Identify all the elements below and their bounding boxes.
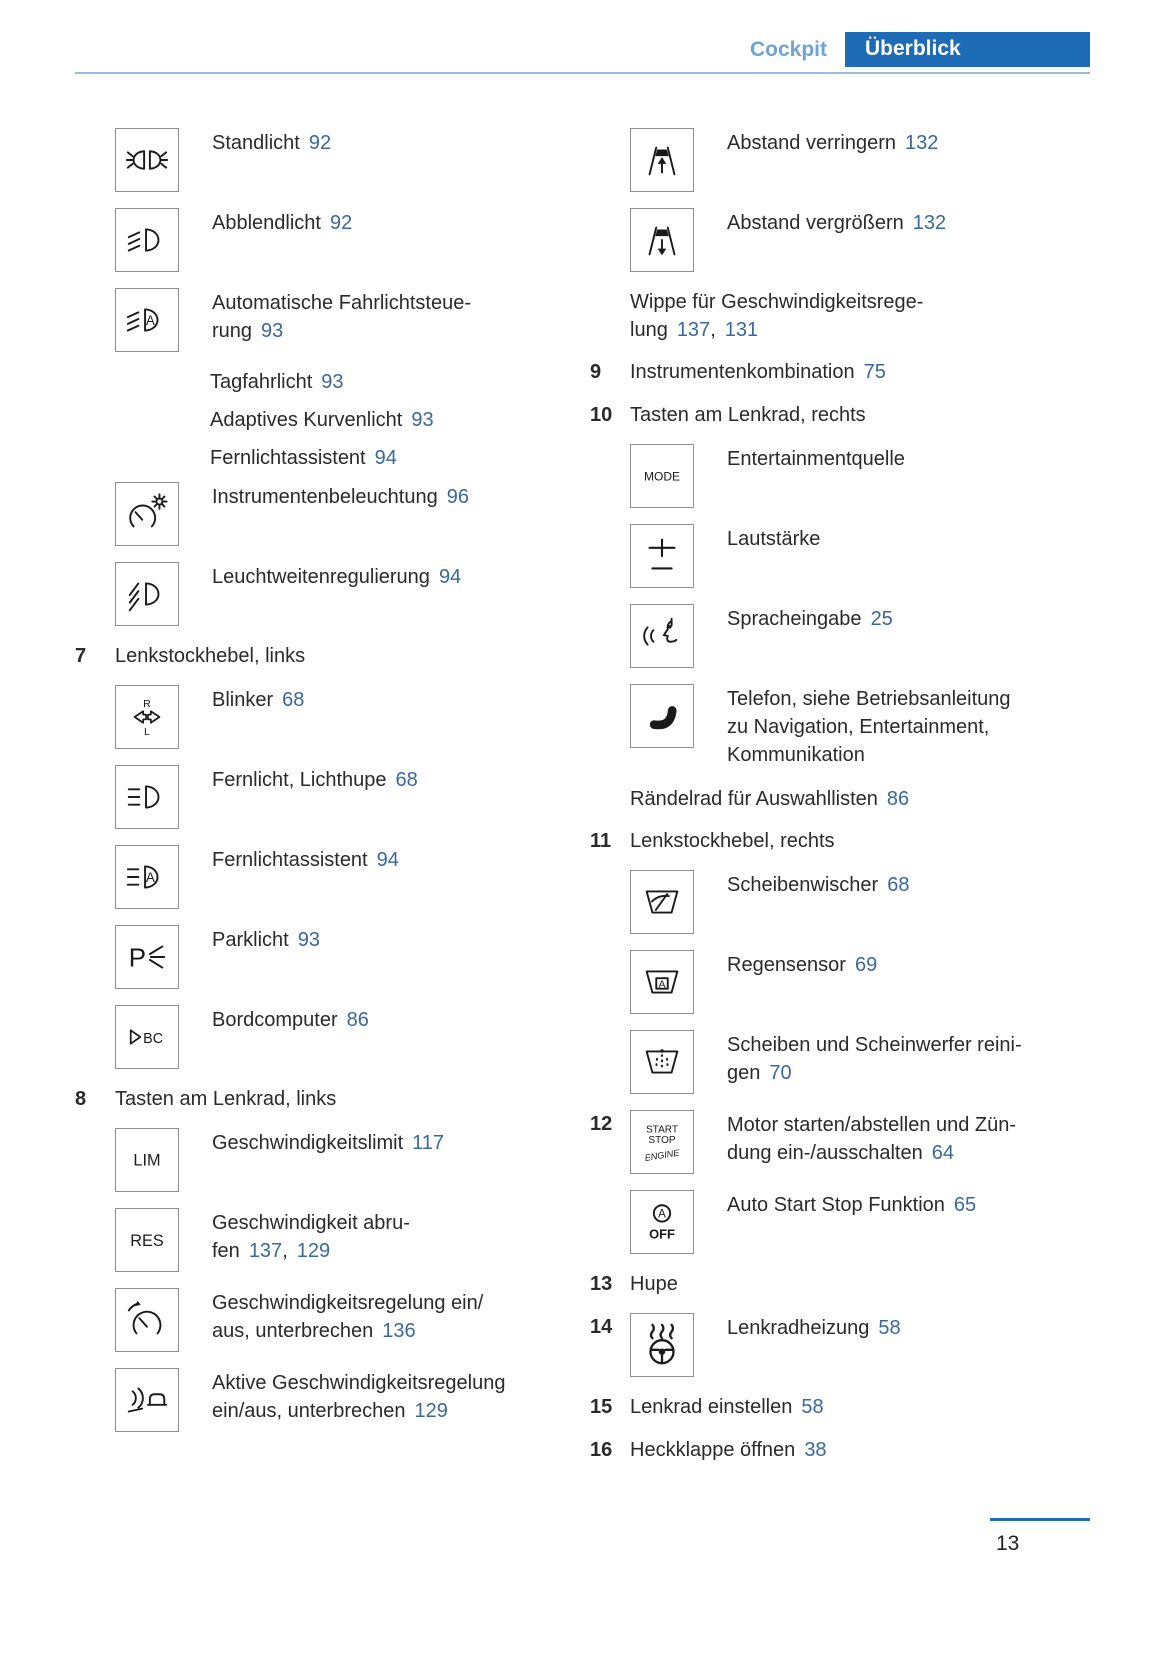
- page-ref: 93: [411, 409, 434, 431]
- legend-item: [590, 870, 1095, 934]
- item-label: [727, 1313, 901, 1342]
- page-ref: 137: [676, 319, 711, 341]
- leuchtweitenregulierung-icon: [115, 562, 179, 626]
- page-ref: 137: [248, 1240, 283, 1262]
- item-label: [210, 444, 397, 472]
- svg-text:A: A: [145, 869, 155, 885]
- page-ref: 117: [412, 1132, 445, 1154]
- legend-item: [590, 524, 1095, 588]
- label-text: Lenkstockhebel, links: [115, 645, 306, 667]
- label-text: Lenkrad einstellen: [630, 1396, 793, 1418]
- label-line: [727, 209, 946, 237]
- label-text: Bordcomputer: [212, 1009, 338, 1031]
- label-line: [212, 846, 399, 874]
- label-line: [630, 1436, 827, 1464]
- start-stop-engine-icon: [630, 1110, 694, 1174]
- label-text: Telefon, siehe Betriebsanleitung: [727, 688, 1011, 710]
- label-text: Leuchtweitenregulierung: [212, 566, 430, 588]
- label-line: [630, 401, 866, 429]
- label-line: [630, 358, 886, 386]
- item-label: [727, 1110, 1016, 1167]
- text-item: [75, 368, 590, 396]
- item-label: [212, 925, 320, 954]
- label-text: Fernlichtassistent: [210, 447, 366, 469]
- label-text: Aktive Geschwindigkeitsregelung: [212, 1372, 506, 1394]
- page-ref: 65: [953, 1194, 977, 1216]
- page-ref: 58: [878, 1317, 901, 1339]
- svg-text:MODE: MODE: [644, 469, 680, 484]
- label-text: Tasten am Lenkrad, links: [115, 1088, 337, 1110]
- page-header: [0, 0, 1166, 74]
- label-text: Kommunikation: [727, 744, 865, 766]
- page-ref: 92: [329, 212, 353, 234]
- label-line: [212, 1397, 506, 1425]
- label-text: aus, unterbrechen: [212, 1320, 374, 1342]
- label-text: fen: [212, 1240, 240, 1262]
- page-ref: 131: [724, 319, 759, 341]
- geschwindigkeitsregelung-icon: [115, 1288, 179, 1352]
- label-text: Heckklappe öffnen: [630, 1439, 796, 1461]
- label-text: Regensensor: [727, 954, 846, 976]
- item-number: 10: [590, 404, 613, 426]
- legend-item: [75, 685, 590, 749]
- label-text: Geschwindigkeit abru-: [212, 1212, 410, 1234]
- label-text: Hupe: [630, 1273, 678, 1295]
- legend-item: [75, 562, 590, 626]
- label-text: lung: [630, 319, 668, 341]
- legend-item: [75, 1208, 590, 1272]
- label-line: [727, 713, 1011, 741]
- svg-text:R: R: [143, 697, 151, 710]
- abstand-vergroessern-icon: [630, 208, 694, 272]
- label-text: Auto Start Stop Funktion: [727, 1194, 945, 1216]
- item-label: [115, 1085, 336, 1113]
- page-ref: 132: [904, 132, 939, 154]
- item-label: [630, 288, 923, 344]
- item-number: 15: [590, 1396, 613, 1418]
- label-line: [212, 1289, 483, 1317]
- svg-text:STOP: STOP: [648, 1134, 676, 1146]
- fernlichtassistent-icon: [115, 845, 179, 909]
- label-text: Spracheingabe: [727, 608, 862, 630]
- label-line: [212, 563, 461, 591]
- numbered-item: [590, 1393, 1095, 1421]
- item-label: [212, 288, 471, 345]
- item-label: [727, 1190, 976, 1219]
- page-ref: 58: [801, 1396, 824, 1418]
- label-line: [630, 785, 909, 813]
- label-line: [727, 871, 909, 899]
- parklicht-icon: [115, 925, 179, 989]
- label-line: [212, 1237, 410, 1265]
- numbered-item: [590, 401, 1095, 429]
- svg-text:A: A: [658, 1208, 666, 1221]
- regensensor-icon: [630, 950, 694, 1014]
- legend-item: [75, 1288, 590, 1352]
- label-text: zu Navigation, Entertainment,: [727, 716, 990, 738]
- svg-text:A: A: [145, 312, 155, 328]
- mode-icon: [630, 444, 694, 508]
- numbered-item: [590, 1270, 1095, 1298]
- legend-item: [75, 765, 590, 829]
- label-line: [727, 1139, 1016, 1167]
- legend-item: [590, 684, 1095, 769]
- item-label: [212, 128, 331, 157]
- page-ref: 94: [374, 447, 397, 469]
- label-line: [630, 1393, 824, 1421]
- page-ref: 93: [297, 929, 320, 951]
- label-line: [727, 129, 938, 157]
- item-number: 12: [590, 1113, 613, 1135]
- item-label: [630, 785, 909, 813]
- label-line: [630, 316, 923, 344]
- item-number: 13: [590, 1273, 613, 1295]
- page-ref: 93: [321, 371, 344, 393]
- page-ref: 68: [395, 769, 418, 791]
- label-text: Tasten am Lenkrad, rechts: [630, 404, 866, 426]
- item-label: [630, 358, 886, 386]
- numbered-item: [590, 827, 1095, 855]
- page-ref: 68: [887, 874, 910, 896]
- standlicht-icon: [115, 128, 179, 192]
- label-line: [212, 686, 304, 714]
- lenkradheizung-icon: [630, 1313, 694, 1377]
- item-label: [212, 845, 399, 874]
- item-label: [115, 642, 305, 670]
- blinker-icon: [115, 685, 179, 749]
- label-text: Abblendlicht: [212, 212, 321, 234]
- label-line: [630, 1270, 678, 1298]
- legend-item: [590, 444, 1095, 508]
- label-text: Abstand verringern: [727, 132, 896, 154]
- label-text: Wippe für Geschwindigkeitsrege-: [630, 291, 924, 313]
- item-label: [727, 208, 946, 237]
- page-ref: 64: [931, 1142, 954, 1164]
- text-item: [590, 785, 1095, 813]
- label-line: [210, 406, 434, 434]
- label-line: [212, 926, 320, 954]
- label-line: [727, 951, 877, 979]
- spracheingabe-icon: [630, 604, 694, 668]
- fahrlichtsteuerung-icon: [115, 288, 179, 352]
- scheibenwischer-icon: [630, 870, 694, 934]
- label-text: Scheiben und Scheinwerfer reini-: [727, 1034, 1022, 1056]
- label-line: [210, 444, 397, 472]
- label-line: [212, 317, 471, 345]
- instrumentenbeleuchtung-icon: [115, 482, 179, 546]
- tab-ueberblick: Überblick: [845, 32, 1090, 67]
- numbered-item: [590, 1436, 1095, 1464]
- item-label: [727, 604, 893, 633]
- label-text: Automatische Fahrlichtsteue-: [212, 292, 472, 314]
- label-text: Instrumentenbeleuchtung: [212, 486, 438, 508]
- auto-start-stop-icon: [630, 1190, 694, 1254]
- label-line: [727, 445, 905, 473]
- legend-item: [75, 1128, 590, 1192]
- page-ref: 86: [886, 788, 910, 810]
- label-line: [210, 368, 344, 396]
- item-label: [210, 406, 434, 434]
- page-ref: 129: [414, 1400, 448, 1422]
- item-label: [727, 950, 877, 979]
- numbered-item: [75, 1085, 590, 1113]
- numbered-item: [590, 358, 1095, 386]
- legend-item: [75, 1005, 590, 1069]
- label-line: [630, 827, 835, 855]
- label-line: [212, 483, 469, 511]
- svg-text:BC: BC: [143, 1031, 164, 1048]
- fernlicht-icon: [115, 765, 179, 829]
- page-footer: [990, 1518, 1090, 1556]
- item-label: [212, 1208, 410, 1265]
- item-number: 16: [590, 1439, 613, 1461]
- legend-item: [590, 1110, 1095, 1174]
- label-line: [115, 642, 305, 670]
- item-label: [630, 1270, 678, 1298]
- label-line: [727, 605, 893, 633]
- label-line: [727, 1111, 1016, 1139]
- page-ref: 92: [308, 132, 332, 154]
- legend-item: [590, 1190, 1095, 1254]
- page-ref: 69: [854, 954, 878, 976]
- label-line: [212, 766, 418, 794]
- label-line: [212, 1209, 410, 1237]
- page-ref: 94: [376, 849, 399, 871]
- label-text: ,: [710, 319, 716, 341]
- label-line: [212, 289, 471, 317]
- item-label: [727, 684, 1011, 769]
- label-text: Abstand vergrößern: [727, 212, 904, 234]
- telefon-icon: [630, 684, 694, 748]
- item-label: [212, 1368, 506, 1425]
- item-label: [727, 870, 909, 899]
- item-label: [630, 401, 866, 429]
- page-ref: 75: [863, 361, 886, 383]
- label-line: [212, 1317, 483, 1345]
- svg-text:A: A: [658, 978, 666, 991]
- page-number: 13: [996, 1532, 1020, 1555]
- legend-columns: [0, 74, 1166, 1479]
- abstand-verringern-icon: [630, 128, 694, 192]
- item-label: [727, 1030, 1022, 1087]
- label-text: Lautstärke: [727, 528, 821, 550]
- legend-item: [75, 288, 590, 352]
- item-label: [630, 1436, 827, 1464]
- text-item: [590, 288, 1095, 344]
- item-label: [727, 444, 905, 473]
- item-number: 14: [590, 1316, 613, 1338]
- label-text: Standlicht: [212, 132, 300, 154]
- item-label: [212, 1005, 369, 1034]
- legend-item: [590, 1313, 1095, 1377]
- item-label: [212, 765, 418, 794]
- item-label: [212, 1128, 444, 1157]
- item-label: [630, 1393, 824, 1421]
- label-text: Fernlicht, Lichthupe: [212, 769, 387, 791]
- bordcomputer-icon: [115, 1005, 179, 1069]
- label-text: Entertainmentquelle: [727, 448, 905, 470]
- svg-text:L: L: [144, 726, 150, 739]
- label-line: [212, 1369, 506, 1397]
- label-text: rung: [212, 320, 253, 342]
- label-text: Rändelrad für Auswahllisten: [630, 788, 878, 810]
- label-line: [727, 1059, 1022, 1087]
- item-number: 8: [75, 1088, 87, 1110]
- svg-text:RES: RES: [130, 1231, 164, 1250]
- legend-item: [75, 128, 590, 192]
- label-line: [212, 1129, 444, 1157]
- svg-text:OFF: OFF: [649, 1226, 675, 1242]
- label-text: Blinker: [212, 689, 274, 711]
- res-icon: [115, 1208, 179, 1272]
- item-number: 7: [75, 645, 87, 667]
- numbered-item: [75, 642, 590, 670]
- item-label: [212, 1288, 483, 1345]
- item-number: 11: [590, 830, 612, 852]
- page-ref: 136: [382, 1320, 416, 1342]
- header-row: [75, 32, 1090, 67]
- legend-item: [590, 950, 1095, 1014]
- label-text: Scheibenwischer: [727, 874, 879, 896]
- page-ref: 86: [346, 1009, 369, 1031]
- svg-text:LIM: LIM: [133, 1151, 161, 1170]
- item-label: [212, 685, 304, 714]
- legend-item: [590, 1030, 1095, 1094]
- page-ref: 96: [446, 486, 469, 508]
- legend-item: [590, 208, 1095, 272]
- legend-item: [75, 482, 590, 546]
- aktive-geschwindigkeitsregelung-icon: [115, 1368, 179, 1432]
- label-text: gen: [727, 1062, 761, 1084]
- legend-item: [75, 845, 590, 909]
- svg-text:ENGINE: ENGINE: [643, 1147, 680, 1163]
- item-label: [727, 128, 938, 157]
- legend-item: [75, 1368, 590, 1432]
- item-label: [212, 562, 461, 591]
- label-line: [727, 685, 1011, 713]
- label-text: ,: [282, 1240, 288, 1262]
- label-text: Lenkradheizung: [727, 1317, 870, 1339]
- scheiben-reinigen-icon: [630, 1030, 694, 1094]
- item-label: [212, 208, 352, 237]
- label-text: Geschwindigkeitsregelung ein/: [212, 1292, 484, 1314]
- label-line: [727, 1191, 976, 1219]
- label-text: Lenkstockhebel, rechts: [630, 830, 835, 852]
- label-text: Tagfahrlicht: [210, 371, 313, 393]
- page-ref: 94: [438, 566, 462, 588]
- left-column: [75, 128, 590, 1479]
- label-line: [727, 741, 1011, 769]
- right-column: [590, 128, 1095, 1479]
- breadcrumb-cockpit: Cockpit: [749, 37, 827, 61]
- page-ref: 132: [912, 212, 947, 234]
- label-line: [727, 525, 820, 553]
- text-item: [75, 406, 590, 434]
- legend-item: [75, 208, 590, 272]
- item-label: [210, 368, 344, 396]
- label-text: Motor starten/abstellen und Zün-: [727, 1114, 1017, 1136]
- svg-text:START: START: [645, 1124, 679, 1136]
- lim-icon: [115, 1128, 179, 1192]
- label-text: ein/aus, unterbrechen: [212, 1400, 406, 1422]
- label-line: [630, 288, 923, 316]
- item-label: [727, 524, 820, 553]
- svg-text:P: P: [128, 944, 147, 973]
- label-text: Geschwindigkeitslimit: [212, 1132, 404, 1154]
- legend-item: [75, 925, 590, 989]
- label-text: Fernlichtassistent: [212, 849, 368, 871]
- page-ref: 70: [769, 1062, 792, 1084]
- page-ref: 38: [804, 1439, 827, 1461]
- page-ref: 129: [296, 1240, 331, 1262]
- page-ref: 25: [870, 608, 893, 630]
- label-line: [727, 1314, 901, 1342]
- legend-item: [590, 128, 1095, 192]
- label-text: Parklicht: [212, 929, 289, 951]
- label-line: [727, 1031, 1022, 1059]
- item-number: 9: [590, 361, 602, 383]
- item-label: [212, 482, 469, 511]
- label-line: [212, 1006, 369, 1034]
- abblendlicht-icon: [115, 208, 179, 272]
- label-text: dung ein-/ausschalten: [727, 1142, 923, 1164]
- page-ref: 93: [261, 320, 284, 342]
- label-line: [212, 209, 352, 237]
- label-text: Instrumentenkombination: [630, 361, 855, 383]
- page-ref: 68: [282, 689, 305, 711]
- lautstaerke-icon: [630, 524, 694, 588]
- label-line: [212, 129, 331, 157]
- item-label: [630, 827, 835, 855]
- legend-item: [590, 604, 1095, 668]
- label-line: [115, 1085, 336, 1113]
- label-text: Adaptives Kurvenlicht: [210, 409, 403, 431]
- text-item: [75, 444, 590, 472]
